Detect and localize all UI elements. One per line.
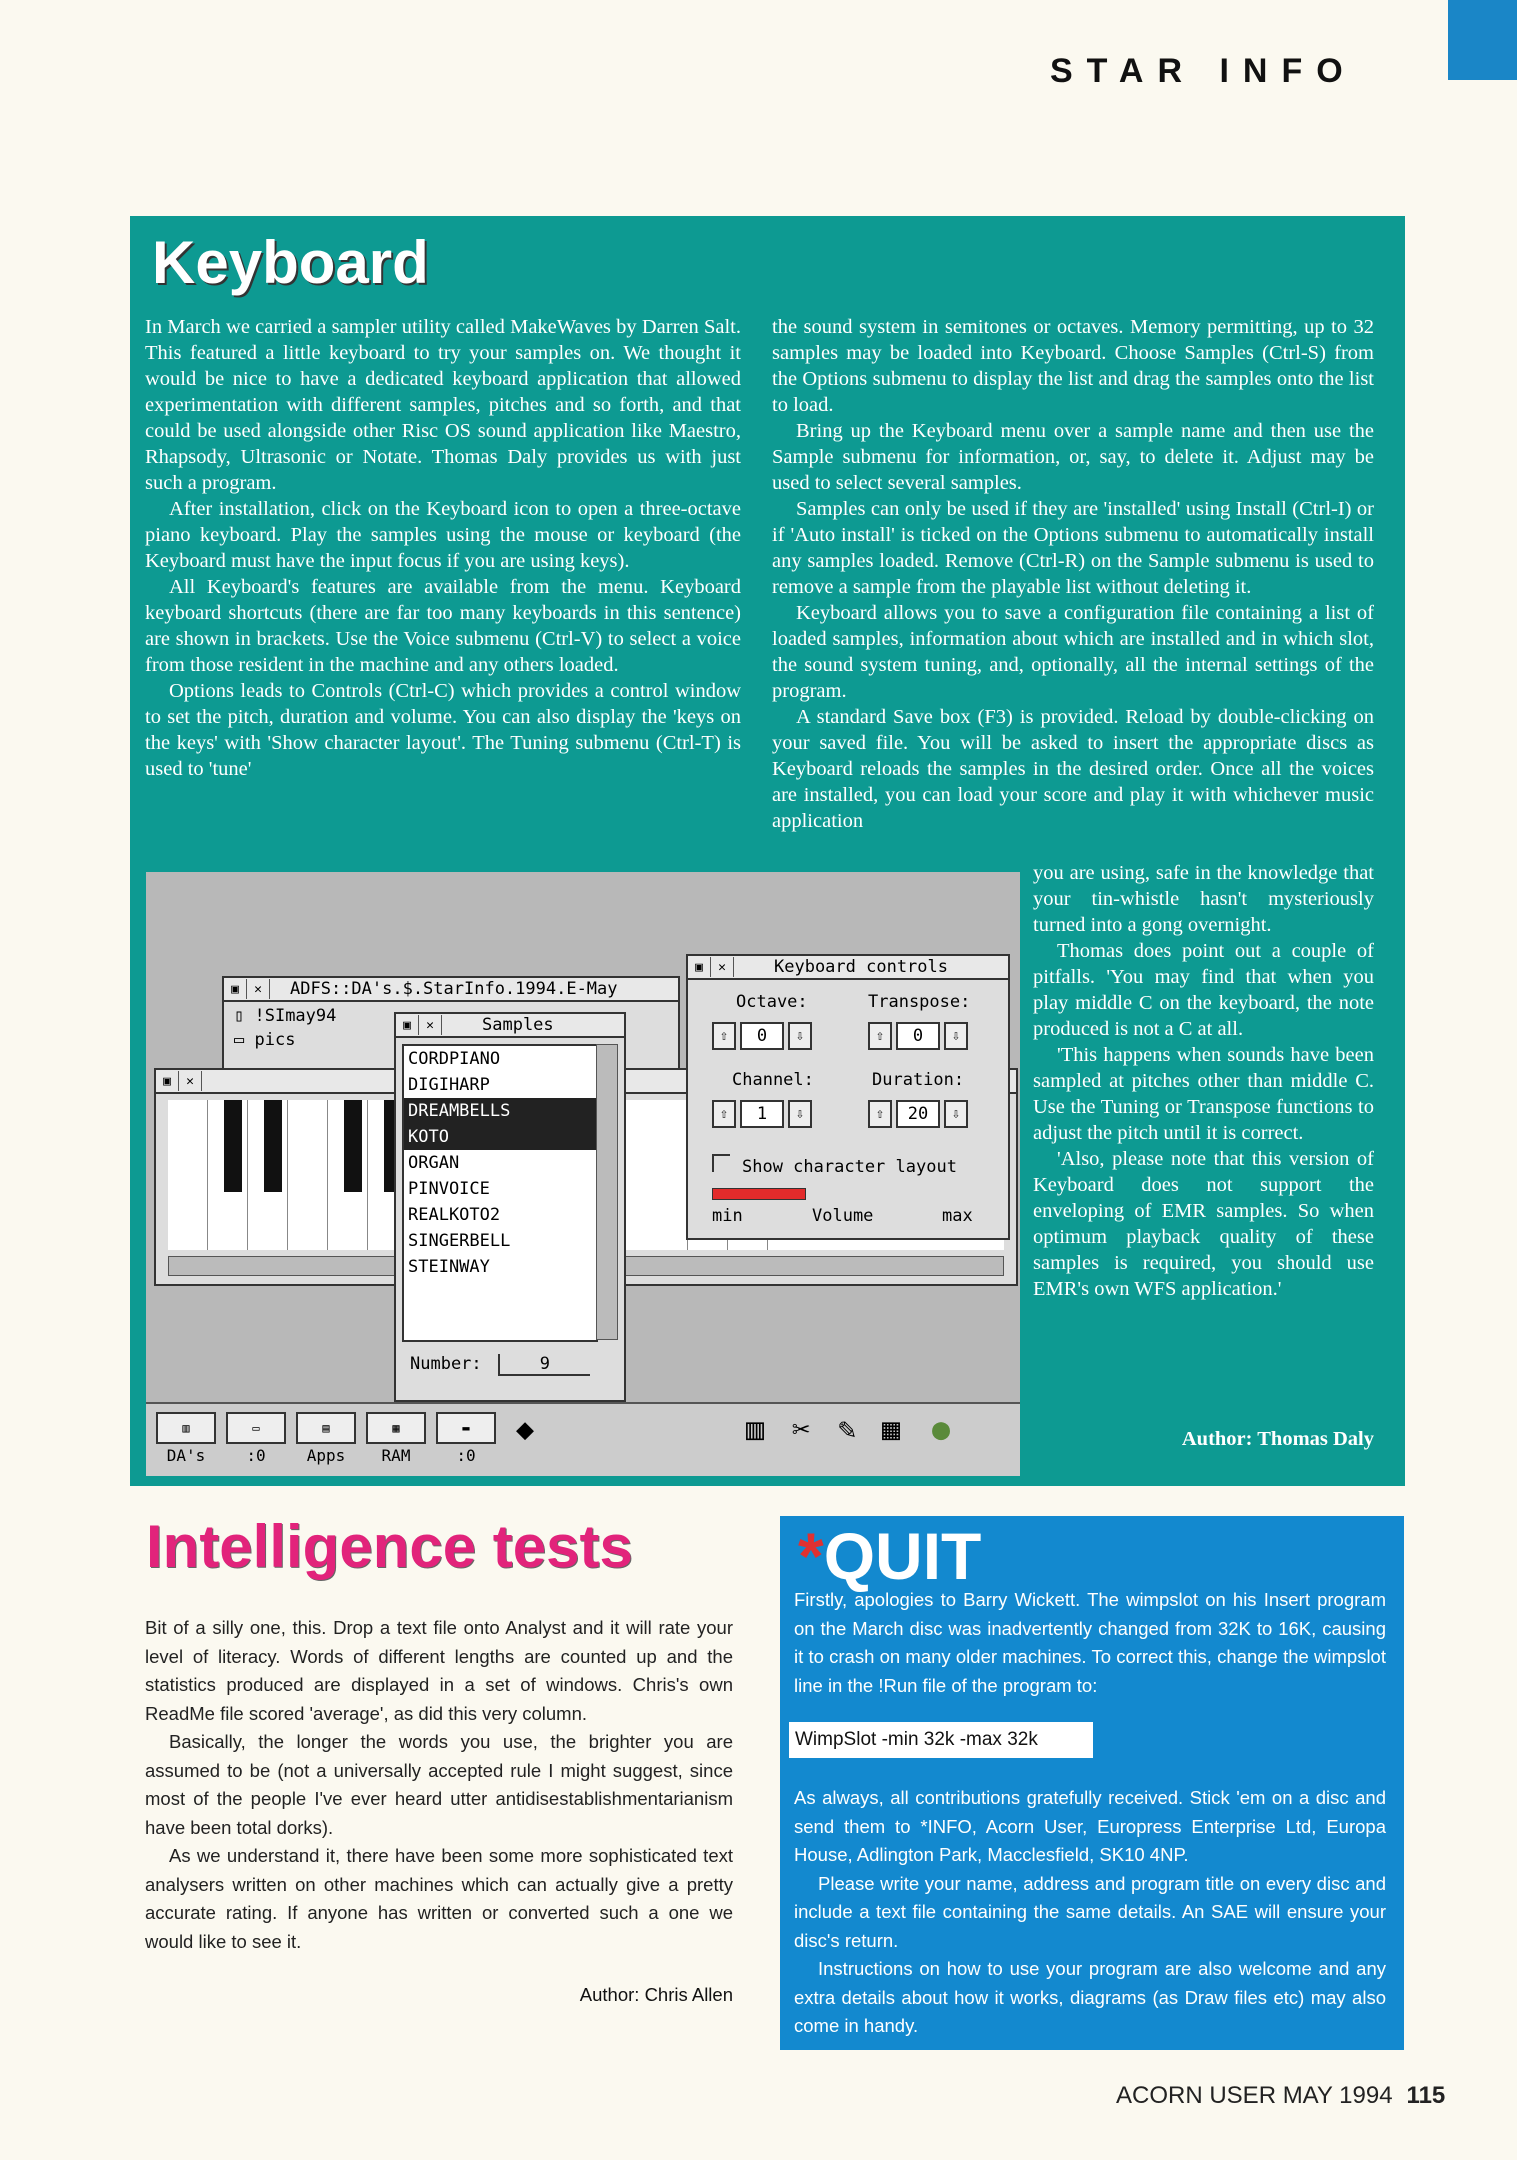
- list-item[interactable]: ORGAN: [408, 1153, 460, 1173]
- controls-title: Keyboard controls: [774, 957, 948, 977]
- channel-stepper[interactable]: ⇧ 1 ⇩: [712, 1100, 812, 1128]
- filer-item[interactable]: ▭ pics: [234, 1030, 296, 1050]
- section-header: STAR INFO: [1050, 52, 1357, 90]
- paragraph: Options leads to Controls (Ctrl-C) which provides a control window to set the pitch, duration and volume. You can also display the 'keys on the keys' with 'Show character layout'. The Tuning submenu (Ctrl-T) is used to 'tune': [145, 680, 741, 780]
- transpose-stepper[interactable]: ⇧ 0 ⇩: [868, 1022, 968, 1050]
- keyboard-column-3: [1033, 860, 1374, 1302]
- iconbar-drive-da[interactable]: ▥ DA's: [156, 1412, 216, 1465]
- paragraph: Instructions on how to use your program are also welcome and any extra details about how it works, diagrams (as Draw files etc) may also come in handy.: [794, 1958, 1386, 2036]
- samples-window: [394, 1012, 626, 1402]
- paragraph: you are using, safe in the knowledge that your tin-whistle hasn't mysteriously turned into a gong overnight.: [1033, 862, 1374, 936]
- close-icon[interactable]: ✕: [711, 957, 734, 977]
- back-icon[interactable]: ▣: [224, 979, 247, 999]
- show-layout-option[interactable]: Show character layout: [712, 1154, 957, 1177]
- risc-os-screenshot: [146, 872, 1020, 1476]
- keyboard-icon[interactable]: ▥: [746, 1412, 765, 1447]
- acorn-icon[interactable]: ●: [932, 1412, 951, 1447]
- paragraph: Thomas does point out a couple of pitfalls. 'You may find that when you play middle C on the keyboard, the note produced is not a C at all.: [1033, 940, 1374, 1040]
- duration-stepper[interactable]: ⇧ 20 ⇩: [868, 1100, 968, 1128]
- back-icon[interactable]: ▣: [156, 1071, 179, 1091]
- paragraph: Please write your name, address and program title on every disc and include a text file containing the same details. An SAE will ensure your disc's return.: [794, 1872, 1386, 1951]
- samples-list[interactable]: [402, 1044, 598, 1342]
- paragraph: After installation, click on the Keyboard icon to open a three-octave piano keyboard. Play the samples using the mouse or keyboard (the Keyboard must have the input focus if you are using keys).: [145, 498, 741, 572]
- samples-title: Samples: [482, 1015, 554, 1035]
- quit-body: [794, 1784, 1386, 2041]
- paragraph: Keyboard allows you to save a configuration file containing a list of loaded samples, information about which are installed and in which slot, the sound system tuning, and, optionally, all the internal settings of the program.: [772, 602, 1374, 702]
- filer-item[interactable]: ▯ !SImay94: [234, 1006, 337, 1026]
- volume-max-label: max: [942, 1206, 973, 1226]
- number-field[interactable]: 9: [498, 1354, 590, 1376]
- asterisk-icon: *: [798, 1519, 824, 1593]
- keyboard-title: Keyboard: [152, 229, 429, 296]
- paragraph: As always, all contributions gratefully received. Stick 'em on a disc and send them to *INFO, Acorn User, Europress Enterprise Ltd, Europa House, Adlington Park, Macclesfield, SK10 4NP.: [794, 1787, 1386, 1865]
- page-footer: ACORN USER MAY 1994 115: [1116, 2082, 1446, 2109]
- transpose-label: Transpose:: [868, 992, 971, 1012]
- channel-label: Channel:: [732, 1070, 814, 1090]
- list-item[interactable]: KOTO: [404, 1124, 596, 1150]
- intelligence-title: Intelligence tests: [146, 1513, 633, 1580]
- paragraph: the sound system in semitones or octaves. Memory permitting, up to 32 samples may be loaded into Keyboard. Choose Samples (Ctrl-S) from the Options submenu to display the list and drag the samples onto the list to load.: [772, 316, 1374, 416]
- scissors-icon[interactable]: ✂: [792, 1412, 811, 1447]
- keyboard-column-1: [145, 314, 741, 782]
- close-icon[interactable]: ✕: [419, 1015, 442, 1035]
- volume-label: Volume: [812, 1206, 874, 1226]
- paragraph: Bit of a silly one, this. Drop a text file onto Analyst and it will rate your level of literacy. Words of different lengths are counted up and the statistics produced are displayed in a set of windows. Chris's own ReadMe file scored 'average', as did this very column.: [145, 1617, 733, 1724]
- paragraph: Basically, the longer the words you use, the brighter you are assumed to be (not a universally accepted rule I might suggest, since most of the people I've ever heard utter antidisestablishmentarianism have been total dorks).: [145, 1731, 733, 1838]
- duration-label: Duration:: [872, 1070, 965, 1090]
- palette-icon[interactable]: ▦: [882, 1412, 901, 1447]
- number-label: Number:: [410, 1354, 482, 1374]
- intelligence-author: Author: Chris Allen: [579, 1984, 733, 2005]
- back-icon[interactable]: ▣: [396, 1015, 419, 1035]
- vertical-scrollbar[interactable]: [596, 1044, 618, 1340]
- paragraph: 'This happens when sounds have been sampled at pitches other than middle C. Use the Tuning or Transpose functions to adjust the pitch until it is correct.: [1033, 1044, 1374, 1144]
- list-item[interactable]: REALKOTO2: [408, 1205, 501, 1225]
- close-icon[interactable]: ✕: [179, 1071, 202, 1091]
- paragraph: All Keyboard's features are available from the menu. Keyboard keyboard shortcuts (there are far too many keyboards in this sentence) are shown in brackets. Use the Voice submenu (Ctrl-V) to select a voice from those resident in the machine and any others loaded.: [145, 576, 741, 676]
- paragraph: Bring up the Keyboard menu over a sample name and then use the Sample submenu for information, or, say, to delete it. Adjust may be used to select several samples.: [772, 420, 1374, 494]
- paragraph: As we understand it, there have been some more sophisticated text analysers written on other machines which can actually give a pretty accurate rating. If anyone has written or converted such a one we would like to see it.: [145, 1845, 733, 1952]
- paragraph: A standard Save box (F3) is provided. Reload by double-clicking on your saved file. You will be asked to insert the appropriate discs as Keyboard reloads the samples in the desired order. Once all the voices are installed, you can load your score and play it with whichever music application: [772, 706, 1374, 832]
- octave-label: Octave:: [736, 992, 808, 1012]
- diamond-icon[interactable]: ◆: [516, 1412, 535, 1447]
- close-icon[interactable]: ✕: [247, 979, 270, 999]
- iconbar-net[interactable]: ▬ :0: [436, 1412, 496, 1465]
- intelligence-body: [145, 1614, 733, 1956]
- list-item[interactable]: SINGERBELL: [408, 1231, 511, 1251]
- list-item[interactable]: DIGIHARP: [408, 1075, 490, 1095]
- checkbox[interactable]: [712, 1154, 730, 1172]
- quit-code-box: WimpSlot -min 32k -max 32k: [789, 1722, 1093, 1758]
- icon-bar: [146, 1402, 1020, 1476]
- iconbar-apps[interactable]: ▤ Apps: [296, 1412, 356, 1465]
- keyboard-column-2: [772, 314, 1374, 834]
- iconbar-drive-0[interactable]: ▭ :0: [226, 1412, 286, 1465]
- keyboard-controls-window: [686, 954, 1010, 1240]
- quit-intro: Firstly, apologies to Barry Wickett. The wimpslot on his Insert program on the March disc was inadvertently changed from 32K to 16K, causing it to crash on many older machines. To correct this, change the wimpslot line in the !Run file of the program to:: [794, 1589, 1386, 1696]
- list-item[interactable]: STEINWAY: [408, 1257, 490, 1277]
- volume-slider[interactable]: [712, 1188, 806, 1200]
- list-item[interactable]: CORDPIANO: [408, 1049, 501, 1069]
- keyboard-author: Author: Thomas Daly: [1181, 1428, 1374, 1450]
- volume-min-label: min: [712, 1206, 743, 1226]
- page-number: 115: [1406, 2082, 1446, 2109]
- paragraph: Samples can only be used if they are 'installed' using Install (Ctrl-I) or if 'Auto install' is ticked on the Options submenu to automatically install any samples loaded. Remove (Ctrl-R) on the Sample submenu is used to remove a sample from the playable list without deleting it.: [772, 498, 1374, 598]
- pen-icon[interactable]: ✎: [838, 1412, 857, 1447]
- paragraph: In March we carried a sampler utility called MakeWaves by Darren Salt. This featured a little keyboard to try your samples on. We thought it would be nice to have a dedicated keyboard application that allowed experimentation with different samples, pitches and so forth, and that could be used alongside other Risc OS sound application like Maestro, Rhapsody, Ultrasonic or Notate. Thomas Daly provides us with just such a program.: [145, 316, 741, 494]
- paragraph: 'Also, please note that this version of Keyboard does not support the enveloping of EMR samples. So when optimum playback quality of these samples is required, you should use EMR's own WFS application.': [1033, 1148, 1374, 1300]
- list-item[interactable]: DREAMBELLS: [404, 1098, 596, 1124]
- filer-title: ADFS::DA's.$.StarInfo.1994.E-May: [290, 979, 618, 999]
- back-icon[interactable]: ▣: [688, 957, 711, 977]
- list-item[interactable]: PINVOICE: [408, 1179, 490, 1199]
- corner-tab: [1448, 0, 1517, 80]
- iconbar-ram[interactable]: ▦ RAM: [366, 1412, 426, 1465]
- quit-title: *QUIT: [798, 1519, 982, 1593]
- octave-stepper[interactable]: ⇧ 0 ⇩: [712, 1022, 812, 1050]
